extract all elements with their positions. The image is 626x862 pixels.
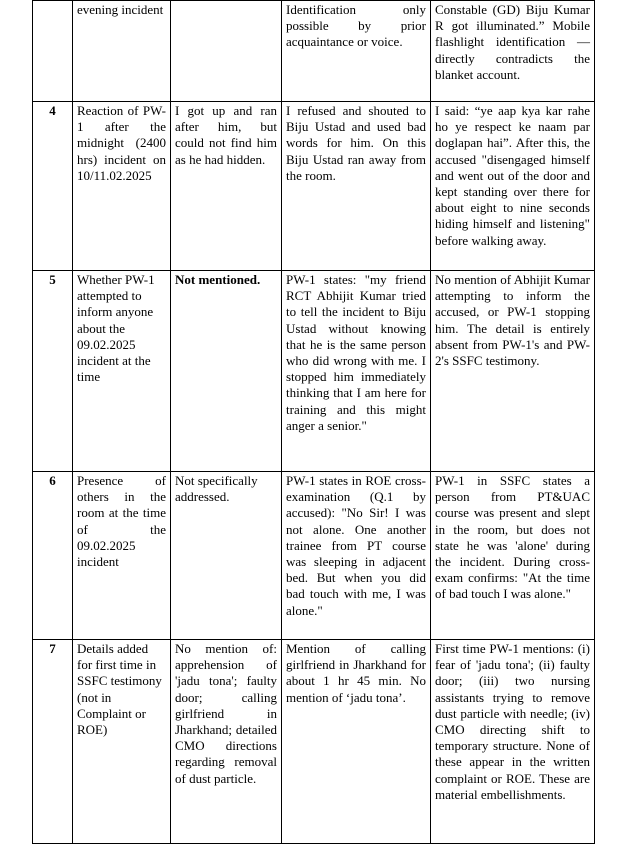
row-number: 6: [33, 472, 73, 640]
ssfc-cell: PW-1 in SSFC states a person from PT&UAC course was present and slept in the room, but does not state he was 'alone' during the incident. During cross-exam confirms: "At the time of bad touch I was alone.": [431, 472, 595, 640]
table-row: [33, 640, 595, 844]
row-subject: Presence of others in the room at the time of the 09.02.2025 incident: [73, 472, 171, 640]
row-number: 4: [33, 102, 73, 271]
roe-cell: Identification only possible by prior acquaintance or voice.: [282, 1, 431, 102]
table-row: [33, 1, 595, 102]
row-number: 7: [33, 640, 73, 844]
complaint-cell: Not specifically addressed.: [171, 472, 282, 640]
row-number: [33, 1, 73, 102]
roe-cell: PW-1 states in ROE cross-examination (Q.1 by accused): "No Sir! I was not alone. One another trainee from PT course was sleeping in adjacent bed. But when you did bad touch with me, I was alone.": [282, 472, 431, 640]
roe-cell: PW-1 states: "my friend RCT Abhijit Kumar tried to tell the incident to Biju Ustad without knowing that he is the same person who did wrong with me. I stopped him immediately thinking that I am here for training and this might anger a senior.": [282, 271, 431, 472]
complaint-cell: [171, 1, 282, 102]
ssfc-cell: No mention of Abhijit Kumar attempting to inform the accused, or PW-1 stopping him. The detail is entirely absent from PW-1's and PW-2's SSFC testimony.: [431, 271, 595, 472]
complaint-cell: I got up and ran after him, but could not find him as he had hidden.: [171, 102, 282, 271]
row-subject: Details added for first time in SSFC testimony (not in Complaint or ROE): [73, 640, 171, 844]
row-subject: Reaction of PW-1 after the midnight (2400 hrs) incident on 10/11.02.2025: [73, 102, 171, 271]
roe-cell: I refused and shouted to Biju Ustad and used bad words for him. On this Biju Ustad ran away from the room.: [282, 102, 431, 271]
row-subject: evening incident: [73, 1, 171, 102]
ssfc-cell: I said: “ye aap kya kar rahe ho ye respect ke naam par doglapan hai”. After this, the accused "disengaged himself and went out of the door and kept standing over there for about eight to nine seconds hiding himself and listening" before walking away.: [431, 102, 595, 271]
comparison-table: [32, 0, 595, 844]
ssfc-cell: First time PW-1 mentions: (i) fear of 'jadu tona'; (ii) faulty door; (iii) two nursing assistants trying to remove dust particle with needle; (iv) CMO directing shift to temporary structure. None of these appear in the written complaint or ROE. These are material embellishments.: [431, 640, 595, 844]
roe-cell: Mention of calling girlfriend in Jharkhand for about 1 hr 45 min. No mention of ‘jadu tona’.: [282, 640, 431, 844]
row-number: 5: [33, 271, 73, 472]
complaint-cell: Not mentioned.: [171, 271, 282, 472]
table-row: [33, 102, 595, 271]
table-row: [33, 271, 595, 472]
ssfc-cell: Constable (GD) Biju Kumar R got illuminated.” Mobile flashlight identification — directly contradicts the blanket account.: [431, 1, 595, 102]
table-row: [33, 472, 595, 640]
row-subject: Whether PW-1 attempted to inform anyone about the 09.02.2025 incident at the time: [73, 271, 171, 472]
complaint-cell: No mention of: apprehension of 'jadu tona'; faulty door; calling girlfriend in Jharkhand; detailed CMO directions regarding removal of dust particle.: [171, 640, 282, 844]
